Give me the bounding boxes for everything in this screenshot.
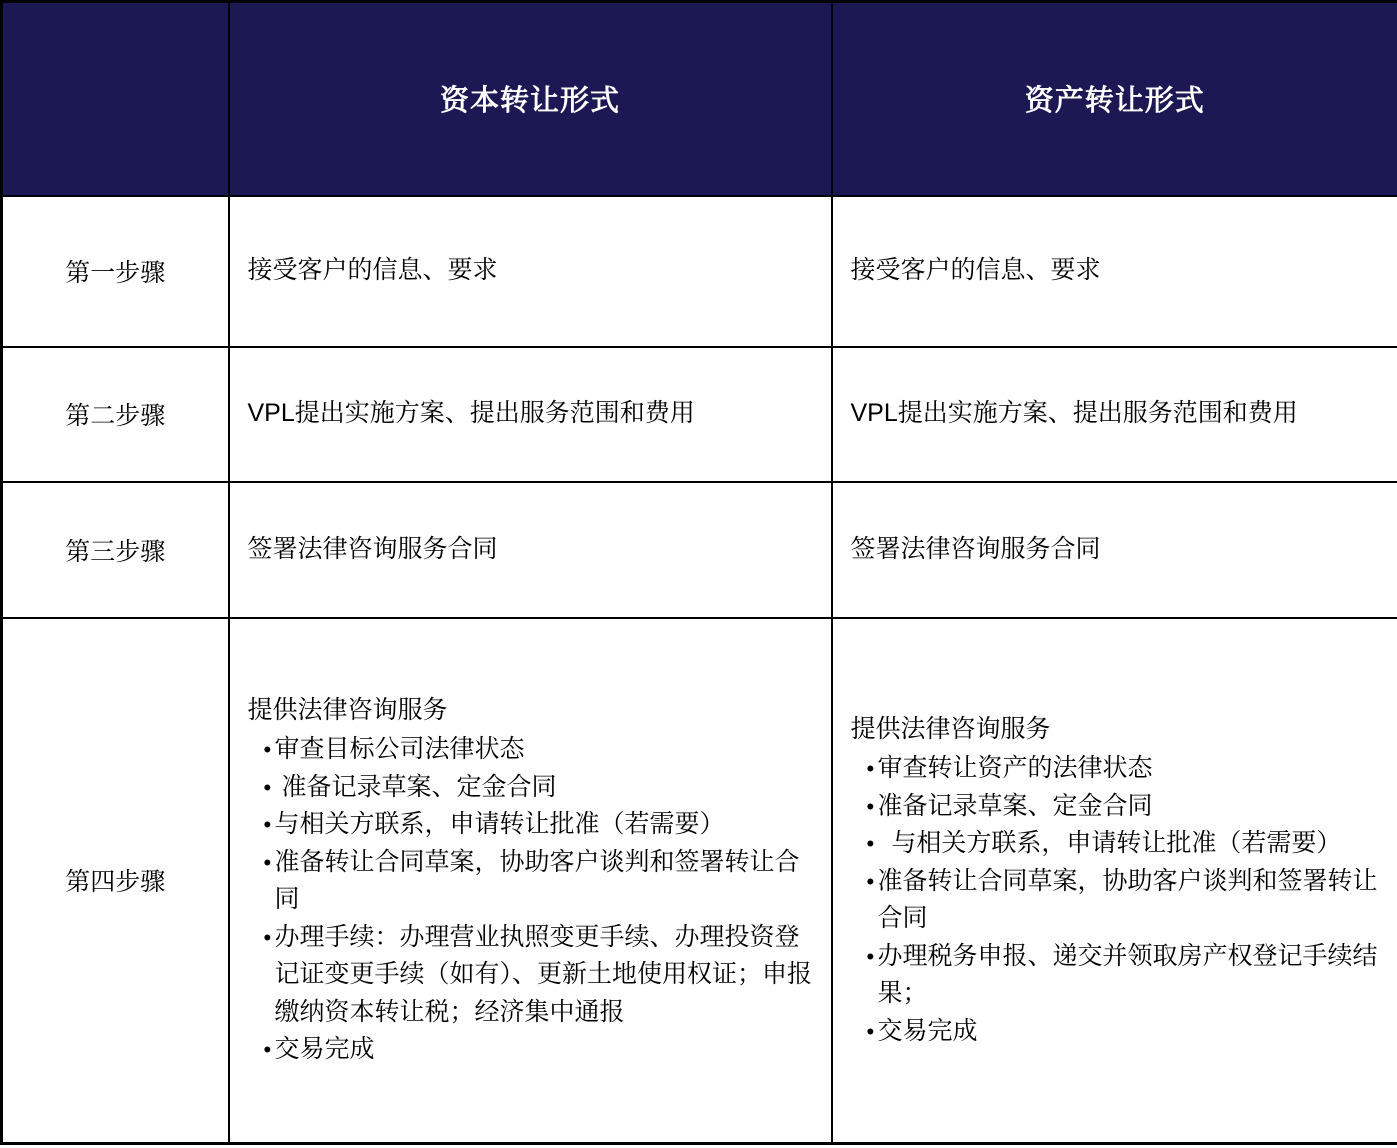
step1-capital-cell: 接受客户的信息、要求 <box>229 196 832 347</box>
bullet-item: • 审查目标公司法律状态 <box>248 731 817 769</box>
step4-asset-intro: 提供法律咨询服务 <box>850 714 1051 743</box>
bullet-item: • 准备记录草案、定金合同 <box>248 769 817 807</box>
bullet-dot-icon: • <box>866 831 875 856</box>
bullet-item: • 审查转让资产的法律状态 <box>851 750 1384 788</box>
step4-asset-bullets <box>851 750 1384 1050</box>
bullet-item: • 准备转让合同草案，协助客户谈判和签署转让合同 <box>248 844 817 919</box>
step1-asset-cell: 接受客户的信息、要求 <box>832 196 1397 347</box>
bullet-item: • 准备记录草案、定金合同 <box>851 788 1384 826</box>
step2-label: 第二步骤 <box>2 347 229 482</box>
step4-capital-intro: 提供法律咨询服务 <box>247 695 448 724</box>
table-row-step2 <box>2 347 1397 482</box>
bullet-dot-icon: • <box>866 1018 875 1044</box>
bullet-item: • 准备转让合同草案，协助客户谈判和签署转让合同 <box>851 863 1384 938</box>
table-row-step3 <box>2 482 1397 618</box>
step1-label: 第一步骤 <box>2 196 229 347</box>
bullet-dot-icon: • <box>866 868 875 894</box>
step2-capital-cell: VPL提出实施方案、提出服务范围和费用 <box>229 347 832 482</box>
bullet-dot-icon: • <box>263 849 272 875</box>
bullet-dot-icon: • <box>866 943 875 969</box>
bullet-dot-icon: • <box>263 1037 272 1063</box>
bullet-dot-icon: • <box>263 812 272 838</box>
bullet-item: • 办理手续：办理营业执照变更手续、办理投资登记证变更手续（如有）、更新土地使用权证；申报缴纳资本转让税；经济集中通报 <box>248 919 817 1032</box>
bullet-dot-icon: • <box>263 774 272 800</box>
bullet-dot-icon: • <box>263 924 272 950</box>
step3-label: 第三步骤 <box>2 482 229 618</box>
bullet-dot-icon: • <box>866 756 875 781</box>
step4-capital-cell <box>229 618 832 1144</box>
header-cell-asset-transfer: 资产转让形式 <box>832 2 1397 196</box>
header-cell-empty <box>2 2 229 196</box>
step4-label: 第四步骤 <box>2 618 229 1144</box>
bullet-item: • 交易完成 <box>248 1031 817 1069</box>
step3-asset-cell: 签署法律咨询服务合同 <box>832 482 1397 618</box>
header-cell-capital-transfer: 资本转让形式 <box>229 2 832 196</box>
table-row-step4 <box>2 618 1397 1144</box>
step4-asset-cell <box>832 618 1397 1144</box>
step3-capital-cell: 签署法律咨询服务合同 <box>229 482 832 618</box>
table-row-step1 <box>2 196 1397 347</box>
step4-capital-bullets <box>248 731 817 1069</box>
bullet-item: • 与相关方联系，申请转让批准（若需要） <box>248 806 817 844</box>
bullet-item: • 交易完成 <box>851 1013 1384 1051</box>
bullet-dot-icon: • <box>263 737 272 763</box>
bullet-item: • 办理税务申报、递交并领取房产权登记手续结果； <box>851 938 1384 1013</box>
bullet-item: • 与相关方联系，申请转让批准（若需要） <box>851 825 1384 863</box>
bullet-dot-icon: • <box>866 793 875 819</box>
header-row <box>2 2 1397 196</box>
step2-asset-cell: VPL提出实施方案、提出服务范围和费用 <box>832 347 1397 482</box>
